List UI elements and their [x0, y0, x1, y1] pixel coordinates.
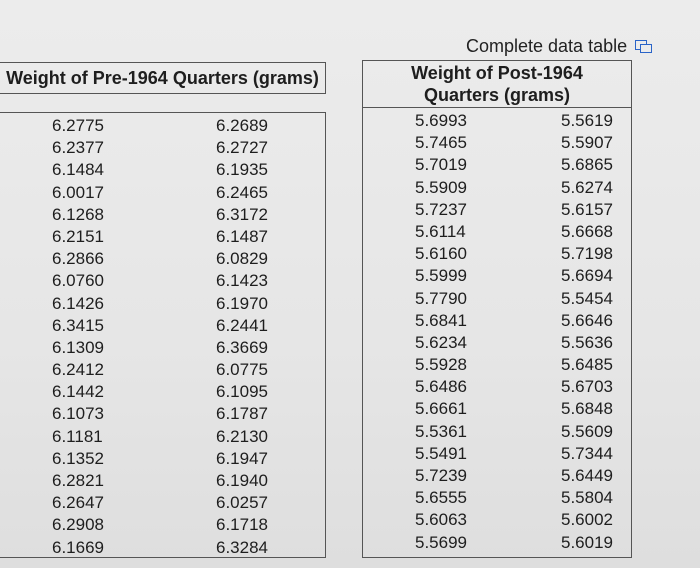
table-cell: 5.6019	[561, 532, 613, 552]
table-cell: 6.1426	[52, 293, 104, 313]
table-cell: 6.1423	[216, 271, 268, 291]
pre-1964-column-2	[216, 115, 268, 559]
table-cell: 5.6703	[561, 377, 613, 397]
table-cell: 6.2441	[216, 315, 268, 335]
table-cell: 5.6841	[415, 310, 467, 330]
complete-data-table-link[interactable]	[466, 36, 651, 57]
table-cell: 6.2647	[52, 493, 104, 513]
table-cell: 6.0760	[52, 271, 104, 291]
table-cell: 6.2465	[216, 182, 268, 202]
post-1964-header-line1: Weight of Post-1964	[411, 63, 583, 83]
table-cell: 5.6694	[561, 266, 613, 286]
table-cell: 6.1935	[216, 160, 268, 180]
table-cell: 6.1940	[216, 471, 268, 490]
table-cell: 6.0257	[216, 493, 268, 513]
table-cell: 5.6002	[561, 510, 613, 530]
table-cell: 5.6646	[561, 310, 613, 330]
table-cell: 6.1442	[52, 382, 104, 402]
table-cell: 5.6485	[561, 355, 613, 375]
table-cell: 6.1181	[52, 426, 103, 446]
table-cell: 6.0775	[216, 360, 268, 380]
table-cell: 6.2908	[52, 515, 104, 535]
table-cell: 5.6449	[561, 466, 613, 485]
table-cell: 6.2727	[216, 138, 268, 158]
table-cell: 5.5909	[415, 177, 467, 197]
table-cell: 5.7019	[415, 155, 467, 175]
table-cell: 6.2151	[52, 226, 104, 246]
pre-1964-header-label: Weight of Pre-1964 Quarters (grams)	[6, 67, 319, 88]
table-cell: 5.5491	[415, 443, 467, 463]
table-cell: 5.6114	[415, 221, 466, 241]
table-cell: 5.5636	[561, 332, 613, 352]
table-cell: 6.2377	[52, 138, 104, 158]
table-cell: 6.1718	[216, 515, 268, 535]
table-cell: 5.6865	[561, 155, 613, 175]
table-cell: 5.6848	[561, 399, 613, 419]
table-cell: 6.0017	[52, 182, 104, 202]
table-cell: 6.2866	[52, 249, 104, 269]
table-cell: 6.1309	[52, 337, 104, 357]
table-cell: 5.6661	[415, 399, 467, 419]
post-1964-header-line2: Quarters (grams)	[423, 85, 571, 105]
table-cell: 6.2775	[52, 116, 104, 135]
post-1964-column-1	[415, 110, 467, 554]
post-1964-table	[362, 60, 632, 558]
table-cell: 5.5999	[415, 266, 467, 286]
table-cell: 6.1073	[52, 404, 104, 424]
table-cell: 6.1268	[52, 204, 104, 224]
post-1964-column-2	[561, 110, 613, 554]
table-cell: 5.5361	[415, 421, 467, 441]
table-cell: 5.6234	[415, 332, 467, 352]
pre-1964-header	[0, 62, 326, 94]
table-cell: 5.5907	[561, 133, 613, 153]
table-cell: 6.3415	[52, 315, 104, 335]
table-cell: 6.3284	[216, 537, 268, 557]
table-cell: 6.1669	[52, 537, 104, 557]
table-cell: 6.2130	[216, 426, 268, 446]
table-cell: 5.6486	[415, 377, 467, 397]
table-cell: 6.1947	[216, 448, 268, 468]
popout-icon[interactable]	[635, 40, 651, 53]
table-cell: 6.2821	[52, 471, 104, 490]
table-cell: 5.7198	[561, 244, 613, 264]
table-cell: 5.7465	[415, 133, 467, 153]
table-cell: 5.7790	[415, 288, 467, 308]
post-1964-header	[363, 61, 631, 108]
table-cell: 6.0829	[216, 249, 268, 269]
table-cell: 5.5619	[561, 111, 613, 130]
table-cell: 6.1095	[216, 382, 268, 402]
table-cell: 5.5699	[415, 532, 467, 552]
table-cell: 6.1787	[216, 404, 268, 424]
table-cell: 6.2689	[216, 116, 268, 135]
table-cell: 6.1487	[216, 226, 268, 246]
table-cell: 6.3669	[216, 337, 268, 357]
table-cell: 5.7344	[561, 443, 613, 463]
pre-1964-table	[0, 112, 326, 558]
table-cell: 5.7239	[415, 466, 467, 485]
table-cell: 6.3172	[216, 204, 268, 224]
table-cell: 5.6668	[561, 221, 613, 241]
table-cell: 5.5928	[415, 355, 467, 375]
table-cell: 5.6157	[561, 199, 613, 219]
table-cell: 6.1484	[52, 160, 104, 180]
table-cell: 5.7237	[415, 199, 467, 219]
complete-data-table-label: Complete data table	[466, 36, 628, 56]
pre-1964-column-1	[52, 115, 104, 559]
table-cell: 6.1352	[52, 448, 104, 468]
table-cell: 5.6555	[415, 488, 467, 508]
table-cell: 6.2412	[52, 360, 104, 380]
table-cell: 5.6063	[415, 510, 467, 530]
table-cell: 5.6274	[561, 177, 613, 197]
table-cell: 5.5804	[561, 488, 613, 508]
table-cell: 5.5609	[561, 421, 613, 441]
table-cell: 6.1970	[216, 293, 268, 313]
table-cell: 5.6160	[415, 244, 467, 264]
table-cell: 5.5454	[561, 288, 613, 308]
table-cell: 5.6993	[415, 111, 467, 130]
